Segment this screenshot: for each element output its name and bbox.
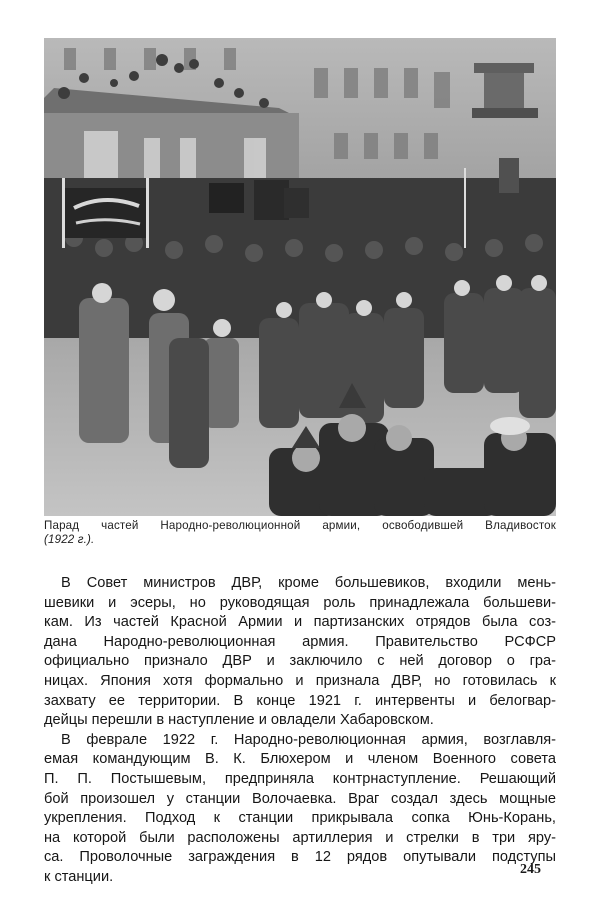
text-line: емая командующим В. К. Блюхером и членом Военного совета (44, 751, 556, 768)
caption-date: (1922 г.). (44, 533, 95, 546)
paragraph-2 (44, 731, 556, 888)
text-line: к станции. (44, 868, 114, 885)
photo-caption (44, 519, 556, 547)
body-text (44, 574, 556, 888)
text-line: дейцы перешли в наступление и овладели Хабаровском. (44, 712, 434, 729)
text-line: официально признало ДВР и заключило с ней договор о гра- (44, 653, 556, 670)
text-line: шевики и эсеры, но руководящая роль принадлежала большеви- (44, 594, 556, 611)
text-line: са. Проволочные заграждения в 12 рядов опутывали подступы (44, 849, 556, 866)
text-line: дана Народно-революционная армия. Правительство РСФСР (44, 633, 556, 650)
text-line: ницах. Япония хотя формально и признала ДВР, но готовилась к (44, 672, 556, 689)
caption-text: Парад частей Народно-революционной армии, освободившей Владивосток (44, 519, 556, 532)
text-line: на которой были расположены артиллерия и стрелки в три яру- (44, 829, 556, 846)
text-line: захвату ее территории. В конце 1921 г. интервенты и белогвар- (44, 692, 556, 709)
text-line: кам. Из частей Красной Армии и партизанских отрядов была соз- (44, 614, 556, 631)
text-line: бой произошел у станции Волочаевка. Враг создал здесь мощные (44, 790, 556, 807)
paragraph-1 (44, 574, 556, 731)
text-line: П. П. Постышевым, предприняла контрнаступление. Решающий (44, 770, 556, 787)
page-number: 245 (520, 862, 541, 877)
text-line: В Совет министров ДВР, кроме большевиков, входили мень- (61, 575, 556, 591)
text-line: В феврале 1922 г. Народно-революционная армия, возглавля- (61, 731, 556, 748)
parade-photo-image (44, 38, 556, 516)
text-line: укрепления. Подход к станции прикрывала сопка Юнь-Корань, (44, 810, 556, 827)
parade-photograph (44, 38, 556, 516)
